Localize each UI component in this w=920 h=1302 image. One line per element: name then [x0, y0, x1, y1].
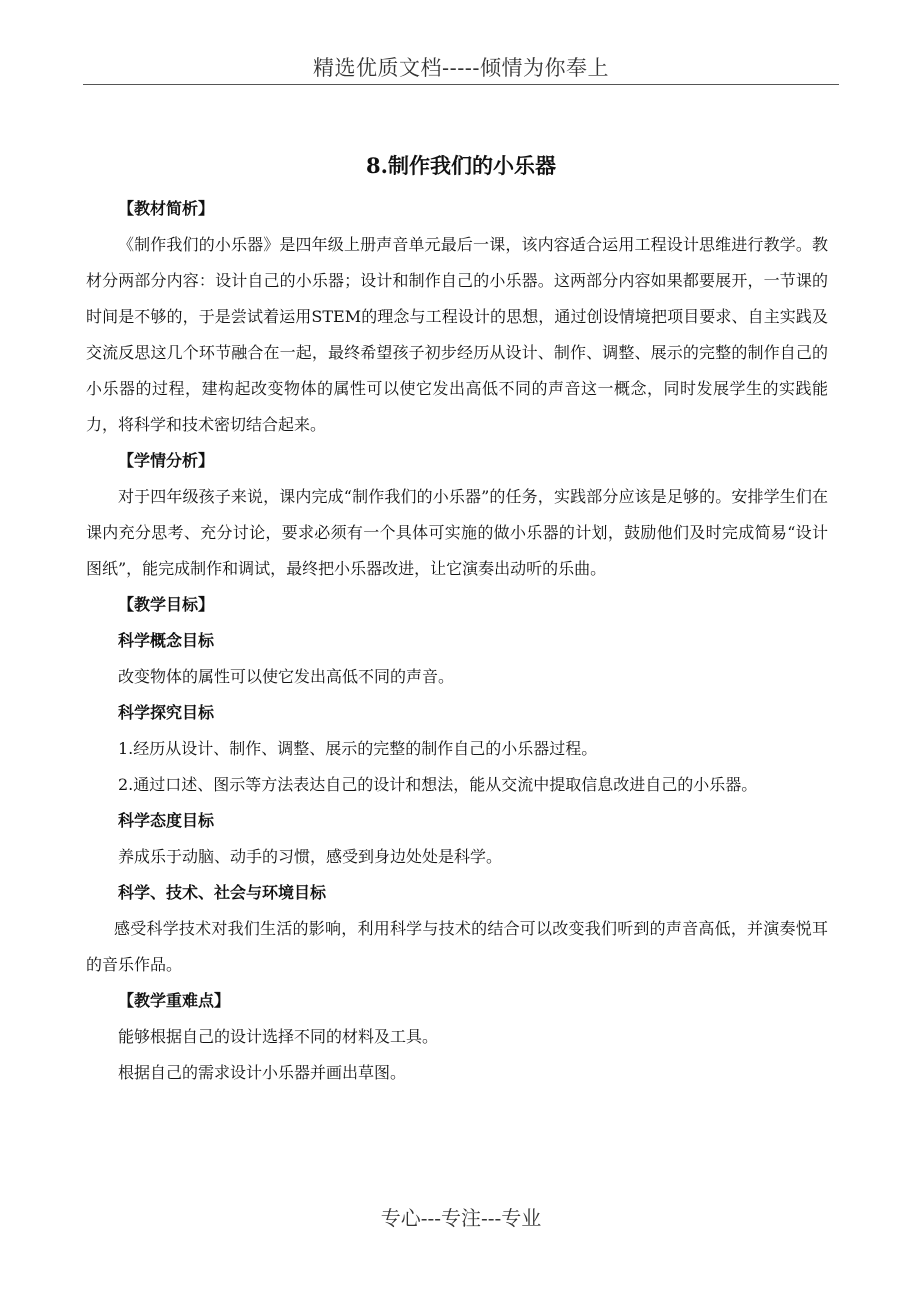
key-point-2: 根据自己的需求设计小乐器并画出草图。 [118, 1063, 407, 1082]
section-heading-xueqing: 【学情分析】 [118, 451, 215, 470]
subheading-inquiry: 科学探究目标 [118, 703, 215, 722]
lesson-title: 8.制作我们的小乐器 [366, 153, 556, 178]
section-heading-zhongnan: 【教学重难点】 [118, 991, 231, 1010]
inquiry-item-2: 2.通过口述、图示等方法表达自己的设计和想法，能从交流中提取信息改进自己的小乐器。 [118, 775, 758, 794]
subheading-concept: 科学概念目标 [118, 631, 215, 650]
subheading-stse: 科学、技术、社会与环境目标 [118, 883, 327, 902]
key-point-1: 能够根据自己的设计选择不同的材料及工具。 [118, 1027, 439, 1046]
attitude-text: 养成乐于动脑、动手的习惯，感受到身边处处是科学。 [118, 847, 503, 866]
header-divider [83, 84, 839, 85]
section-heading-jiaocai: 【教材简析】 [118, 199, 215, 218]
page-header: 精选优质文档-----倾情为你奉上 [313, 56, 609, 80]
page-footer: 专心---专注---专业 [380, 1206, 542, 1230]
inquiry-item-1: 1.经历从设计、制作、调整、展示的完整的制作自己的小乐器过程。 [118, 739, 598, 758]
subheading-attitude: 科学态度目标 [118, 811, 215, 830]
document-body [86, 191, 828, 1091]
paragraph-xueqing: 对于四年级孩子来说，课内完成“制作我们的小乐器”的任务，实践部分应该是足够的。安排学生们在课内充分思考、充分讨论，要求必须有一个具体可实施的做小乐器的计划，鼓励他们及时完成简易“设计图纸”，能完成制作和调试，最终把小乐器改进，让它演奏出动听的乐曲。 [86, 487, 828, 578]
paragraph-jiaocai: 《制作我们的小乐器》是四年级上册声音单元最后一课，该内容适合运用工程设计思维进行教学。教材分两部分内容：设计自己的小乐器；设计和制作自己的小乐器。这两部分内容如果都要展开，一节课的时间是不够的，于是尝试着运用STEM的理念与工程设计的思想，通过创设情境把项目要求、自主实践及交流反思这几个环节融合在一起，最终希望孩子初步经历从设计、制作、调整、展示的完整的制作自己的小乐器的过程，建构起改变物体的属性可以使它发出高低不同的声音这一概念，同时发展学生的实践能力，将科学和技术密切结合起来。 [86, 235, 828, 434]
concept-text: 改变物体的属性可以使它发出高低不同的声音。 [118, 667, 455, 686]
stse-text: 感受科学技术对我们生活的影响，利用科学与技术的结合可以改变我们听到的声音高低，并演奏悦耳的音乐作品。 [86, 919, 828, 974]
section-heading-mubiao: 【教学目标】 [118, 595, 215, 614]
